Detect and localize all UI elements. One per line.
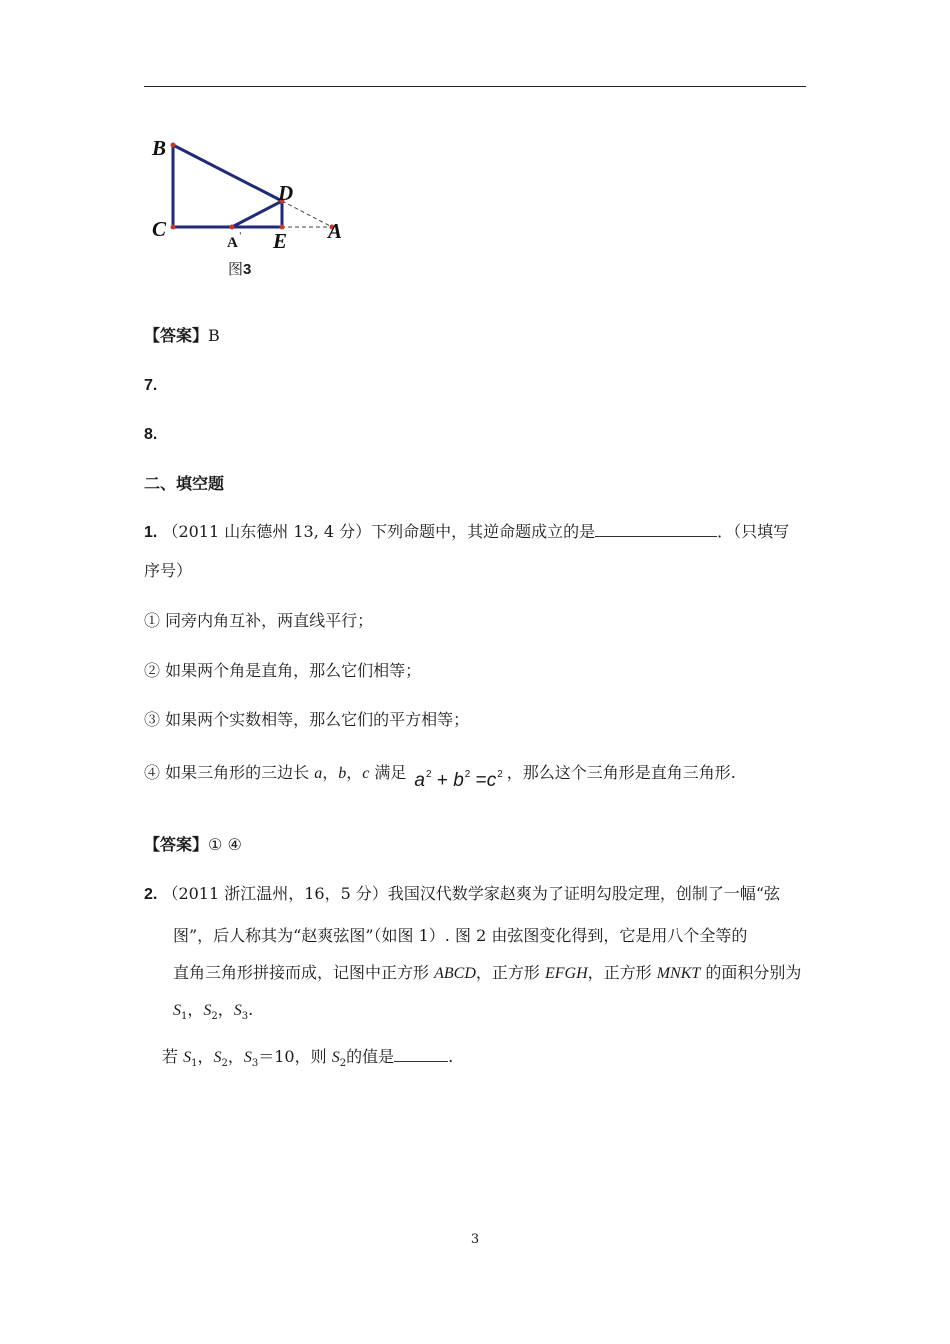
q1-option-4-post: ，那么这个三角形是直角三角形. xyxy=(506,763,736,782)
q1-option-4-mid: 满足 xyxy=(369,763,407,782)
page-number: 3 xyxy=(470,1232,480,1247)
formula-exp-b: 2 xyxy=(464,769,471,780)
s3-b: S xyxy=(243,1049,252,1066)
item-7: 7. xyxy=(144,377,158,394)
sep-2: ， xyxy=(346,763,363,782)
q2-line-4-sep2: ， xyxy=(217,1000,234,1019)
var-a: a xyxy=(314,765,323,782)
label-a: A xyxy=(328,219,343,243)
q2-line-1-text: （2011 浙江温州，16，5 分）我国汉代数学家赵爽为了证明勾股定理，创制了一幅“弦 xyxy=(162,884,781,903)
q2-line-1 xyxy=(144,886,780,903)
q2-line-5-pre: 若 xyxy=(162,1047,184,1066)
figure-caption xyxy=(228,258,251,279)
triangle-edges-bca xyxy=(173,145,232,227)
label-e: E xyxy=(273,229,288,253)
edge-bd xyxy=(173,145,282,201)
sep-1: ， xyxy=(322,763,339,782)
answer-value: B xyxy=(208,326,220,345)
answer-line-1 xyxy=(144,328,220,344)
s1: S xyxy=(173,1002,181,1019)
formula-exp-c: 2 xyxy=(497,769,503,780)
q1-text-before: （2011 山东德州 13, 4 分）下列命题中，其逆命题成立的是 xyxy=(162,522,596,541)
formula-exp-a: 2 xyxy=(426,769,432,780)
q2-line-3-sep2: ，正方形 xyxy=(587,963,657,982)
small-triangle xyxy=(232,201,282,227)
s2-c-sub: 2 xyxy=(339,1058,347,1070)
s3: S xyxy=(233,1002,242,1019)
figure-caption-number: 3 xyxy=(243,261,252,278)
q2-line-3-post: 的面积分别为 xyxy=(700,963,802,982)
q1-line-2: 序号） xyxy=(144,561,193,580)
section-title: 二、填空题 xyxy=(144,474,225,493)
label-b: B xyxy=(152,136,167,160)
q2-line-3 xyxy=(173,960,801,983)
figure-caption-prefix: 图 xyxy=(228,260,244,278)
q1-option-3: ③ 如果两个实数相等，那么它们的平方相等； xyxy=(144,710,470,729)
q2-line-5-sep1: ， xyxy=(197,1047,214,1066)
q1-text-after: ．（只填写 xyxy=(717,522,790,541)
label-d: D xyxy=(278,181,294,205)
q2-line-4-sep1: ， xyxy=(187,1000,204,1019)
q2-line-5-mid: ＝10，则 xyxy=(258,1047,332,1066)
q2-line-5-end: . xyxy=(448,1047,454,1066)
point-c-dot xyxy=(171,225,176,230)
formula-a: a xyxy=(414,770,425,791)
formula-c: c xyxy=(486,770,497,791)
s1-sub: 1 xyxy=(181,1011,188,1023)
q1-answer-blank[interactable] xyxy=(595,535,717,537)
answer2-label: 【答案】 xyxy=(144,835,209,854)
q1-line-1 xyxy=(144,524,789,541)
s2-c: S xyxy=(331,1049,340,1066)
formula-b: b xyxy=(453,770,464,791)
label-a-prime-mark: ' xyxy=(239,232,242,242)
item-8: 8. xyxy=(144,426,158,443)
s3-sub: 3 xyxy=(241,1011,249,1023)
answer-label: 【答案】 xyxy=(144,326,209,345)
q1-option-2: ② 如果两个角是直角，那么它们相等； xyxy=(144,661,422,680)
s1-b-sub: 1 xyxy=(191,1058,198,1070)
q2-number: 2. xyxy=(144,886,158,903)
pythagorean-formula xyxy=(414,770,502,790)
q2-line-3-sep1: ，正方形 xyxy=(475,963,545,982)
var-c: c xyxy=(362,765,370,782)
q1-option-4 xyxy=(144,762,736,791)
q2-line-4 xyxy=(173,997,253,1022)
q2-line-3-pre: 直角三角形拼接而成，记图中正方形 xyxy=(173,963,435,982)
s3-b-sub: 3 xyxy=(251,1058,259,1070)
square-abcd: ABCD xyxy=(434,965,476,982)
q2-line-5 xyxy=(162,1049,453,1069)
formula-plus: + xyxy=(431,770,454,791)
q2-line-4-end: . xyxy=(248,1000,254,1019)
s2-sub: 2 xyxy=(211,1011,218,1023)
s2-b: S xyxy=(213,1049,222,1066)
square-mnkt: MNKT xyxy=(656,965,701,982)
label-a-prime: A xyxy=(227,235,238,251)
var-b: b xyxy=(338,765,347,782)
q1-number: 1. xyxy=(144,524,158,541)
s1-b: S xyxy=(183,1049,192,1066)
point-a-prime-dot xyxy=(230,225,235,230)
triangle-diagram xyxy=(140,130,380,280)
answer2-value: ① ④ xyxy=(208,835,242,854)
label-c: C xyxy=(152,217,167,241)
geometry-figure xyxy=(140,130,380,280)
s2-b-sub: 2 xyxy=(221,1058,228,1070)
q2-line-5-sep2: ， xyxy=(227,1047,244,1066)
q2-line-2: 图”，后人称其为“赵爽弦图”（如图 1）. 图 2 由弦图变化得到，它是用八个全等的 xyxy=(173,926,748,945)
formula-eq: = xyxy=(470,770,487,791)
q2-answer-blank[interactable] xyxy=(394,1060,448,1062)
q2-line-5-post: 的值是 xyxy=(346,1047,395,1066)
square-efgh: EFGH xyxy=(544,965,588,982)
header-rule xyxy=(144,86,806,87)
q1-option-4-pre: ④ 如果三角形的三边长 xyxy=(144,763,315,782)
q1-option-1: ① 同旁内角互补，两直线平行； xyxy=(144,611,374,630)
s2: S xyxy=(203,1002,212,1019)
point-b-dot xyxy=(171,143,176,148)
answer-line-2 xyxy=(144,837,242,853)
